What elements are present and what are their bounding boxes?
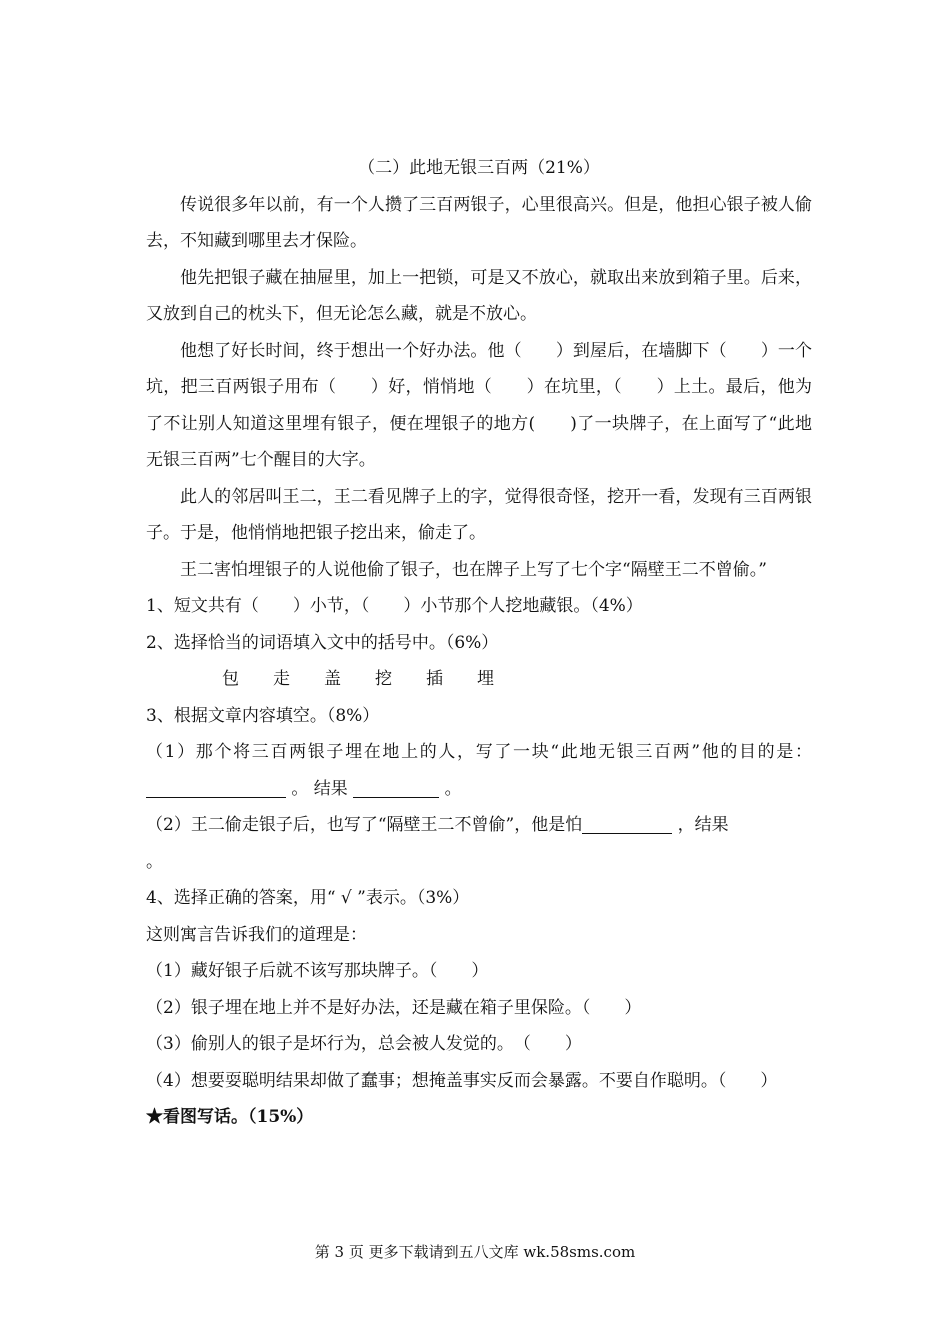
question-3-2-tail: 。 — [146, 851, 163, 872]
writing-task-heading: ★看图写话。（15%） — [146, 1107, 314, 1127]
section-title: （二）此地无银三百两（21%） — [358, 158, 600, 178]
question-3-2 — [146, 807, 812, 844]
story-paragraph-1: 传说很多年以前，有一个人攒了三百两银子，心里很高兴。但是，他担心银子被人偷去，不知藏到哪里去才保险。 — [146, 194, 812, 251]
question-4-lead: 这则寓言告诉我们的道理是： — [146, 924, 367, 945]
word-choice: 挖 — [375, 669, 392, 689]
question-2: 2、选择恰当的词语填入文中的括号中。（6%） — [146, 632, 499, 653]
page-footer: 第 3 页 更多下载请到五八文库 wk.58sms.com — [314, 1243, 636, 1261]
answer-blank-result[interactable] — [353, 780, 439, 798]
word-choice: 走 — [273, 669, 290, 689]
story-paragraph-4: 此人的邻居叫王二，王二看见牌子上的字，觉得很奇怪，挖开一看，发现有三百两银子。于是，他悄悄地把银子挖出来，偷走了。 — [146, 486, 812, 543]
question-3: 3、根据文章内容填空。（8%） — [146, 705, 380, 726]
question-4-option-1: （1）藏好银子后就不该写那块牌子。（ ） — [146, 961, 489, 981]
story-paragraph-5: 王二害怕埋银子的人说他偷了银子，也在牌子上写了七个字“隔壁王二不曾偷。” — [180, 559, 767, 580]
question-1: 1、短文共有（ ）小节，（ ）小节那个人挖地藏银。（4%） — [146, 596, 643, 616]
question-4: 4、选择正确的答案，用“ √ ”表示。（3%） — [146, 888, 470, 908]
word-choice: 包 — [222, 669, 239, 689]
word-choices — [146, 661, 812, 698]
question-4-option-3: （3）偷别人的银子是坏行为，总会被人发觉的。 （ ） — [146, 1034, 582, 1054]
question-3-2-text: （2）王二偷走银子后，也写了“隔壁王二不曾偷”，他是怕 — [146, 815, 583, 835]
word-choice: 插 — [426, 669, 443, 689]
question-4-option-4: （4）想要耍聪明结果却做了蠢事；想掩盖事实反而会暴露。不要自作聪明。（ ） — [146, 1070, 778, 1091]
story-paragraph-2: 他先把银子藏在抽屉里，加上一把锁，可是又不放心，就取出来放到箱子里。后来，又放到自己的枕头下，但无论怎么藏，就是不放心。 — [146, 267, 812, 324]
answer-blank-fear[interactable] — [582, 816, 672, 834]
word-choice: 埋 — [477, 669, 494, 689]
question-3-2-result-label: ，结果 — [677, 815, 729, 835]
answer-blank-purpose[interactable] — [146, 780, 286, 798]
word-choice: 盖 — [324, 669, 341, 689]
question-3-1-end: 。 — [444, 778, 462, 799]
question-4-option-2: （2）银子埋在地上并不是好办法，还是藏在箱子里保险。（ ） — [146, 997, 642, 1018]
page-content — [146, 150, 812, 1136]
question-3-1-text: （1）那个将三百两银子埋在地上的人，写了一块“此地无银三百两”他的目的是： — [146, 742, 812, 762]
question-3-1-result-label: 。 结果 — [291, 778, 348, 799]
question-3-1 — [146, 734, 812, 807]
story-paragraph-3: 他想了好长时间，终于想出一个好办法。他（ ）到屋后，在墙脚下（ ）一个坑，把三百两银子用布（ ）好，悄悄地（ ）在坑里，（ ）上土。最后，他为了不让别人知道这里埋有银子，便在埋银子的地方( )了一块牌子，在上面写了“此地无银三百两”七个醒目的大字。 — [146, 340, 812, 470]
